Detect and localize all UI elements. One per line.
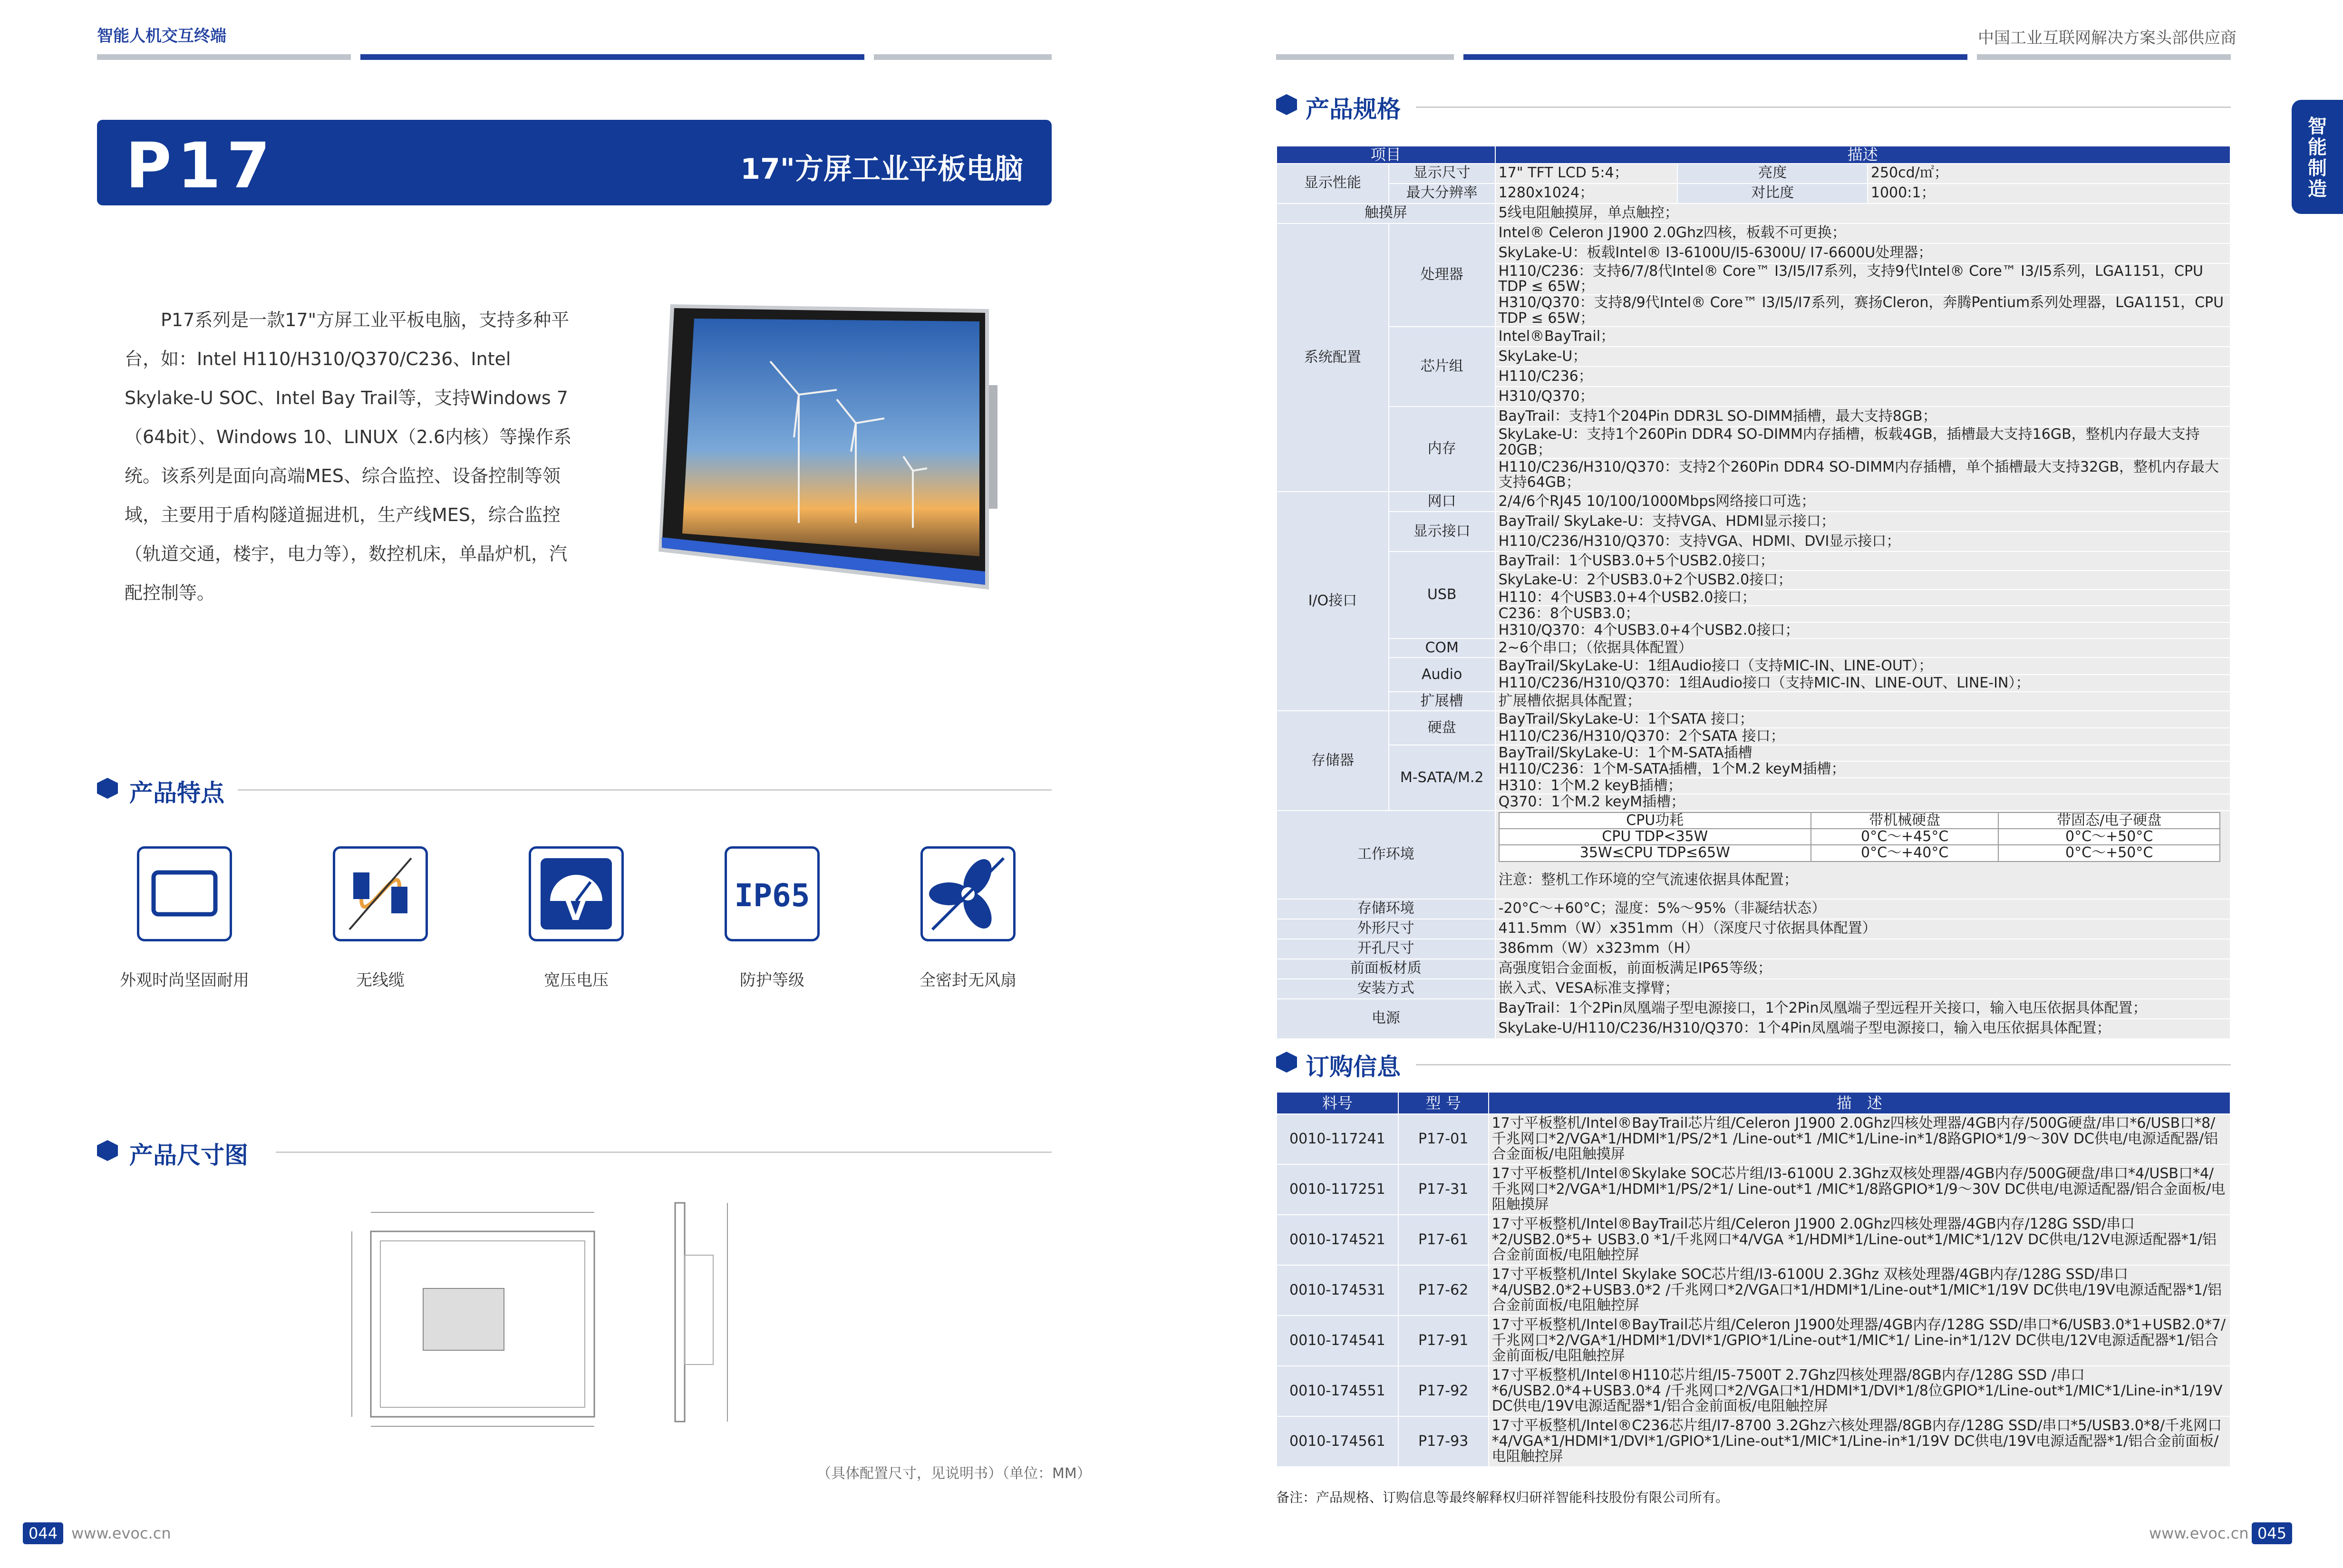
section-bullet: [1276, 94, 1297, 115]
section-bullet: [97, 1140, 118, 1161]
feature-label: 无线缆: [356, 971, 405, 990]
header-rule: [1977, 54, 2231, 60]
feature-label: 防护等级: [740, 971, 804, 990]
dims-note: （具体配置尺寸，见说明书）（单位：MM）: [817, 1465, 1091, 1482]
section-rule: [1416, 1064, 2231, 1065]
model-name: P17: [126, 129, 276, 203]
table-row: 0010-174541 P17-91 17寸平板整机/Intel®BayTrail芯片组/Celeron J1900处理器/4GB内存/128G SSD/串口*6/USB3.0*1+USB2.0*7/千兆网口*2/VGA*1/HDMI*1/DVI*1/GPIO*1/Line-out*1/MIC*1/ Line-in*1/12V DC供电/12V电源适配器*1/铝合金前面板/电阻触控屏: [1277, 1316, 2230, 1366]
remark: 备注：产品规格、订购信息等最终解释权归研祥智能科技股份有限公司所有。: [1276, 1490, 1729, 1505]
spec-table: 项目 描述 显示性能 显示尺寸 17" TFT LCD 5:4； 亮度 250cd/㎡； 最大分辨率 1280x1024； 对比度 1000:1； 触摸屏 5线电阻触摸屏，单点触控； 系统配置 处理器 Intel® Celeron J1900 2.0Ghz四核，板载不可更换； SkyLake-U：板载Intel® I3-6100U/I5-6300U/ I7-6600U处理器； H110/C236：支持6/7/8代Intel® Core™ I3/I5/I7系列，支持9代Intel® Core™ I3/I5系列，LGA1151，CPU TDP ≤ 65W； H310/Q370：支持8/9代Intel® Core™ I3/I5/I7系列，赛扬Cleron，奔腾Pentium系列处理器，LGA1151，CPU TDP ≤ 65W； 芯片组 Intel®BayTrail； SkyLake-U； H110/C236； H310/Q370； 内存 BayTrail：支持1个204Pin DDR3L SO-DIMM插槽，最大支持8GB； SkyLake-U：支持1个260Pin DDR4 SO-DIMM内存插槽，板载4GB，插槽最大支持16GB，整机内存最大支持20GB； H110/C236/H310/Q370：支持2个260Pin DDR4 SO-DIMM内存插槽，单个插槽最大支持32GB，整机内存最大支持64GB； I/O接口 网口 2/4/6个RJ45 10/100/1000Mbps网络接口可选； 显示接口 BayTrail/ SkyLake-U：支持VGA、HDMI显示接口； H110/C236/H310/Q370：支持VGA、HDMI、DVI显示接口； USB BayTrail：1个USB3.0+5个USB2.0接口； SkyLake-U：2个USB3.0+2个USB2.0接口； H110：4个USB3.0+4个USB2.0接口； C236：8个USB3.0； H310/Q370：4个USB3.0+4个USB2.0接口； COM 2~6个串口；（依据具体配置） Audio BayTrail/SkyLake-U：1组Audio接口（支持MIC-IN、LINE-OUT）； H110/C236/H310/Q370：1组Audio接口（支持MIC-IN、LINE-OUT、LINE-IN）； 扩展槽 扩展槽依据具体配置； 存储器 硬盘 BayTrail/SkyLake-U：1个SATA 接口； H110/C236/H310/Q370：2个SATA 接口； M-SATA/M.2 BayTrail/SkyLake-U：1个M-SATA插槽 H110/C236：1个M-SATA插槽，1个M.2 keyM插槽； H310：1个M.2 keyB插槽； Q370：1个M.2 keyM插槽； 工作环境 CPU功耗 带机械硬盘 带固态/电子硬盘 CPU TDP<35W 0°C～+45°C 0°C～+50°C 35W≤CPU TDP≤65W 0°C～+40°C 0°C～+50°C 注意：整机工作环境的空气流速依据具体配置； 存储环境 -20°C～+60°C；湿度：5%～95%（非凝结状态） 外形尺寸 411.5mm（W）x351mm（H）（深度尺寸依据具体配置） 开孔尺寸 386mm（W）x323mm（H） 前面板材质 高强度铝合金面板，前面板满足IP65等级； 安装方式 嵌入式、VESA标准支撑臂； 电源 BayTrail：1个2Pin凤凰端子型电源接口，1个2Pin凤凰端子型远程开关接口，输入电压依据具体配置； SkyLake-U/H110/C236/H310/Q370：1个4Pin凤凰端子型电源接口，输入电压依据具体配置；: [1276, 145, 2231, 1039]
table-row: 0010-117251 P17-31 17寸平板整机/Intel®Skylake SOC芯片组/I3-6100U 2.3Ghz双核处理器/4GB内存/500G硬盘/串口*4/USB口*4/千兆网口*2/VGA*1/HDMI*1/PS/2*1/ Line-out*1 /MIC*1/8路GPIO*1/9～30V DC供电/电源适配器/铝合金面板/电阻触摸屏: [1277, 1164, 2230, 1215]
section-rule: [276, 1152, 1052, 1153]
header-rule: [874, 54, 1052, 60]
tablet-icon: [139, 849, 230, 939]
side-dimension-drawing: [656, 1198, 751, 1436]
table-row: 0010-174521 P17-61 17寸平板整机/Intel®BayTrail芯片组/Celeron J1900 2.0Ghz四核处理器/4GB内存/128G SSD/串口*2/USB2.0*5+ USB3.0 *1/千兆网口*4/VGA *1/HDMI*1/Line-out*1/MIC*1/12V DC供电/12V电源适配器*1/铝合金前面板/电阻触控屏: [1277, 1215, 2230, 1265]
fan-icon: [923, 849, 1013, 939]
ip65-icon: IP65: [734, 877, 810, 914]
site-url-right[interactable]: www.evoc.cn: [2149, 1524, 2249, 1542]
header-rule: [1276, 54, 1454, 60]
product-image: [656, 300, 998, 594]
section-bullet: [97, 778, 118, 799]
feature-label: 全密封无风扇: [920, 971, 1017, 990]
table-row: 0010-174561 P17-93 17寸平板整机/Intel®C236芯片组/I7-8700 3.2Ghz六核处理器/8GB内存/128G SSD/串口*5/USB3.0*8/千兆网口*4/VGA*1/HDMI*1/DVI*1/GPIO*1/Line-out*1/MIC*1/Line-in*1/19V DC供电/19V电源适配器*1/铝合金前面板/电阻触控屏: [1277, 1416, 2230, 1467]
right-header: 中国工业互联网解决方案头部供应商: [1978, 29, 2236, 48]
feature-card: [920, 846, 1016, 941]
section-bullet: [1276, 1052, 1297, 1073]
table-row: 0010-174531 P17-62 17寸平板整机/Intel Skylake SOC芯片组/I3-6100U 2.3Ghz 双核处理器/4GB内存/128G SSD/串口*4/USB2.0*2+USB3.0*2 /千兆网口*2/VGA口*1/HDMI*1/Line-out*1/MIC*1/19V DC供电/19V电源适配器*1/铝合金前面板/电阻触控屏: [1277, 1265, 2230, 1316]
header-rule: [360, 54, 864, 60]
page-number-right: 045: [2252, 1522, 2292, 1544]
side-tab: 智能制造: [2292, 100, 2343, 214]
title-banner: [97, 120, 1052, 205]
feature-label: 外观时尚坚固耐用: [120, 971, 249, 990]
site-url-left[interactable]: www.evoc.cn: [71, 1524, 171, 1542]
env-table: CPU功耗 带机械硬盘 带固态/电子硬盘 CPU TDP<35W 0°C～+45°C 0°C～+50°C 35W≤CPU TDP≤65W 0°C～+40°C 0°C～+50°C: [1499, 812, 2220, 862]
intro-paragraph: P17系列是一款17"方屏工业平板电脑，支持多种平台，如：Intel H110/H310/Q370/C236、Intel Skylake-U SOC、Intel Bay Trail等，支持Windows 7（64bit）、Windows 10、LINUX（2.6内核）等操作系统。该系列是面向高端MES、综合监控、设备控制等领域，主要用于盾构隧道掘进机，生产线MES，综合监控（轨道交通，楼宇，电力等），数控机床，单晶炉机，汽配控制等。: [125, 310, 572, 603]
cable-icon: [335, 849, 426, 939]
feature-card: [529, 846, 624, 941]
left-header: 智能人机交互终端: [97, 27, 226, 46]
voltmeter-icon: [531, 849, 621, 939]
spec-title: 产品规格: [1306, 96, 1401, 123]
feature-card: [333, 846, 428, 941]
order-table: 料号 型 号 描 述 0010-117241 P17-01 17寸平板整机/Intel®BayTrail芯片组/Celeron J1900 2.0Ghz四核处理器/4GB内存/500G硬盘/串口*6/USB口*8/千兆网口*2/VGA*1/HDMI*1/PS/2*1 /Line-out*1 /MIC*1/Line-in*1/8路GPIO*1/9～30V DC供电/电源适配器/铝合金面板/电阻触摸屏 0010-117251 P17-31 17寸平板整机/Intel®Skylake SOC芯片组/I3-6100U 2.3Ghz双核处理器/4GB内存/500G硬盘/串口*4/USB口*4/千兆网口*2/VGA*1/HDMI*1/PS/2*1/ Line-out*1 /MIC*1/8路GPIO*1/9～30V DC供电/电源适配器/铝合金面板/电阻触摸屏 0010-174521 P17-61 17寸平板整机/Intel®BayTrail芯片组/Celeron J1900 2.0Ghz四核处理器/4GB内存/128G SSD/串口*2/USB2.0*5+ USB3.0 *1/千兆网口*4/VGA *1/HDMI*1/Line-out*1/MIC*1/12V DC供电/12V电源适配器*1/铝合金前面板/电阻触控屏 0010-174531 P17-62 17寸平板整机/Intel Skylake SOC芯片组/I3-6100U 2.3Ghz 双核处理器/4GB内存/128G SSD/串口*4/USB2.0*2+USB3.0*2 /千兆网口*2/VGA口*1/HDMI*1/Line-out*1/MIC*1/19V DC供电/19V电源适配器*1/铝合金前面板/电阻触控屏 0010-174541 P17-91 17寸平板整机/Intel®BayTrail芯片组/Celeron J1900处理器/4GB内存/128G SSD/串口*6/USB3.0*1+USB2.0*7/千兆网口*2/VGA*1/HDMI*1/DVI*1/GPIO*1/Line-out*1/MIC*1/ Line-in*1/12V DC供电/12V电源适配器*1/铝合金前面板/电阻触控屏 0010-174551 P17-92 17寸平板整机/Intel®H110芯片组/I5-7500T 2.7Ghz四核处理器/8GB内存/128G SSD /串口*6/USB2.0*4+USB3.0*4 /千兆网口*2/VGA口*1/HDMI*1/DVI*1/8位GPIO*1/Line-out*1/MIC*1/Line-in*1/19V DC供电/19V电源适配器*1/铝合金前面板/电阻触控屏 0010-174561 P17-93 17寸平板整机/Intel®C236芯片组/I7-8700 3.2Ghz六核处理器/8GB内存/128G SSD/串口*5/USB3.0*8/千兆网口*4/VGA*1/HDMI*1/DVI*1/GPIO*1/Line-out*1/MIC*1/Line-in*1/19V DC供电/19V电源适配器*1/铝合金前面板/电阻触控屏: [1276, 1092, 2231, 1467]
table-row: 0010-174551 P17-92 17寸平板整机/Intel®H110芯片组/I5-7500T 2.7Ghz四核处理器/8GB内存/128G SSD /串口*6/USB2.0*4+USB3.0*4 /千兆网口*2/VGA口*1/HDMI*1/DVI*1/8位GPIO*1/Line-out*1/MIC*1/Line-in*1/19V DC供电/19V电源适配器*1/铝合金前面板/电阻触控屏: [1277, 1366, 2230, 1416]
dims-title: 产品尺寸图: [129, 1142, 248, 1169]
header-rule: [97, 54, 351, 60]
order-title: 订购信息: [1306, 1053, 1401, 1081]
feature-card: [137, 846, 232, 941]
svg-text:V: V: [565, 896, 586, 927]
product-subtitle: 17"方屏工业平板电脑: [740, 153, 1023, 186]
page-number-left: 044: [23, 1522, 63, 1544]
feature-label: 宽压电压: [544, 971, 609, 990]
table-row: 0010-117241 P17-01 17寸平板整机/Intel®BayTrail芯片组/Celeron J1900 2.0Ghz四核处理器/4GB内存/500G硬盘/串口*6/USB口*8/千兆网口*2/VGA*1/HDMI*1/PS/2*1 /Line-out*1 /MIC*1/Line-in*1/8路GPIO*1/9～30V DC供电/电源适配器/铝合金面板/电阻触摸屏: [1277, 1114, 2230, 1164]
features-title: 产品特点: [129, 779, 224, 807]
header-rule: [1463, 54, 1967, 60]
section-rule: [1416, 106, 2231, 108]
feature-card: [725, 846, 820, 941]
section-rule: [238, 789, 1052, 791]
front-dimension-drawing: [333, 1198, 637, 1436]
